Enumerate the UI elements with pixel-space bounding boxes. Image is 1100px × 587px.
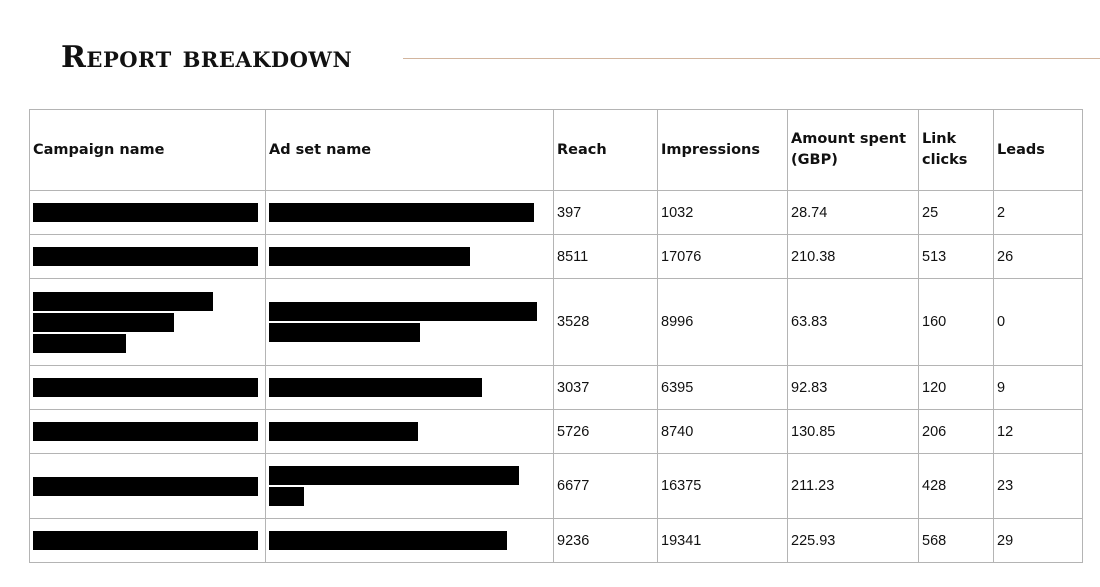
ad-set-name-cell [266,454,554,519]
report-table [29,109,1083,563]
impressions-cell: 1032 [658,191,788,235]
amount-spent-cell: 211.23 [788,454,919,519]
redaction-bar [269,487,304,506]
ad-set-name-cell [266,191,554,235]
leads-cell: 23 [994,454,1083,519]
link-clicks-cell: 568 [919,519,994,563]
amount-spent-cell: 63.83 [788,279,919,366]
redaction-bar [269,302,537,321]
redaction-bar [33,313,174,332]
impressions-cell: 19341 [658,519,788,563]
reach-cell: 397 [554,191,658,235]
amount-spent-cell: 92.83 [788,366,919,410]
link-clicks-cell: 513 [919,235,994,279]
ad-set-name-cell [266,235,554,279]
impressions-cell: 8996 [658,279,788,366]
column-header-ad-set-name: Ad set name [266,110,554,191]
table-header-row [30,110,1083,191]
redaction-bar [269,323,420,342]
impressions-cell: 16375 [658,454,788,519]
page-title: Report breakdown [61,40,353,75]
campaign-name-cell [30,519,266,563]
campaign-name-cell [30,454,266,519]
redaction-bar [33,334,126,353]
link-clicks-cell: 206 [919,410,994,454]
reach-cell: 6677 [554,454,658,519]
column-header-link-clicks: Link clicks [919,110,994,191]
redaction-bar [269,466,519,485]
table-row [30,366,1083,410]
campaign-name-cell [30,235,266,279]
redaction-bar [33,477,258,496]
reach-cell: 8511 [554,235,658,279]
table-row [30,191,1083,235]
ad-set-name-cell [266,410,554,454]
link-clicks-cell: 428 [919,454,994,519]
redaction-bar [269,422,418,441]
campaign-name-cell [30,279,266,366]
redaction-bar [33,247,258,266]
ad-set-name-cell [266,279,554,366]
leads-cell: 9 [994,366,1083,410]
column-header-amount-spent: Amount spent (GBP) [788,110,919,191]
redaction-bar [269,203,534,222]
redaction-bar [269,247,470,266]
impressions-cell: 6395 [658,366,788,410]
column-header-campaign-name: Campaign name [30,110,266,191]
redaction-bar [33,422,258,441]
column-header-reach: Reach [554,110,658,191]
column-header-impressions: Impressions [658,110,788,191]
leads-cell: 12 [994,410,1083,454]
leads-cell: 26 [994,235,1083,279]
amount-spent-cell: 225.93 [788,519,919,563]
link-clicks-cell: 160 [919,279,994,366]
link-clicks-cell: 25 [919,191,994,235]
ad-set-name-cell [266,519,554,563]
amount-spent-cell: 210.38 [788,235,919,279]
redaction-bar [269,378,482,397]
amount-spent-cell: 28.74 [788,191,919,235]
redaction-bar [269,531,507,550]
redaction-bar [33,378,258,397]
redaction-bar [33,203,258,222]
campaign-name-cell [30,366,266,410]
title-divider [403,58,1100,59]
amount-spent-cell: 130.85 [788,410,919,454]
reach-cell: 3528 [554,279,658,366]
ad-set-name-cell [266,366,554,410]
leads-cell: 29 [994,519,1083,563]
leads-cell: 0 [994,279,1083,366]
table-row [30,519,1083,563]
reach-cell: 5726 [554,410,658,454]
campaign-name-cell [30,191,266,235]
link-clicks-cell: 120 [919,366,994,410]
table-row [30,235,1083,279]
impressions-cell: 8740 [658,410,788,454]
table-row [30,410,1083,454]
column-header-leads: Leads [994,110,1083,191]
impressions-cell: 17076 [658,235,788,279]
redaction-bar [33,531,258,550]
table-row [30,454,1083,519]
redaction-bar [33,292,213,311]
campaign-name-cell [30,410,266,454]
table-row [30,279,1083,366]
reach-cell: 9236 [554,519,658,563]
leads-cell: 2 [994,191,1083,235]
reach-cell: 3037 [554,366,658,410]
